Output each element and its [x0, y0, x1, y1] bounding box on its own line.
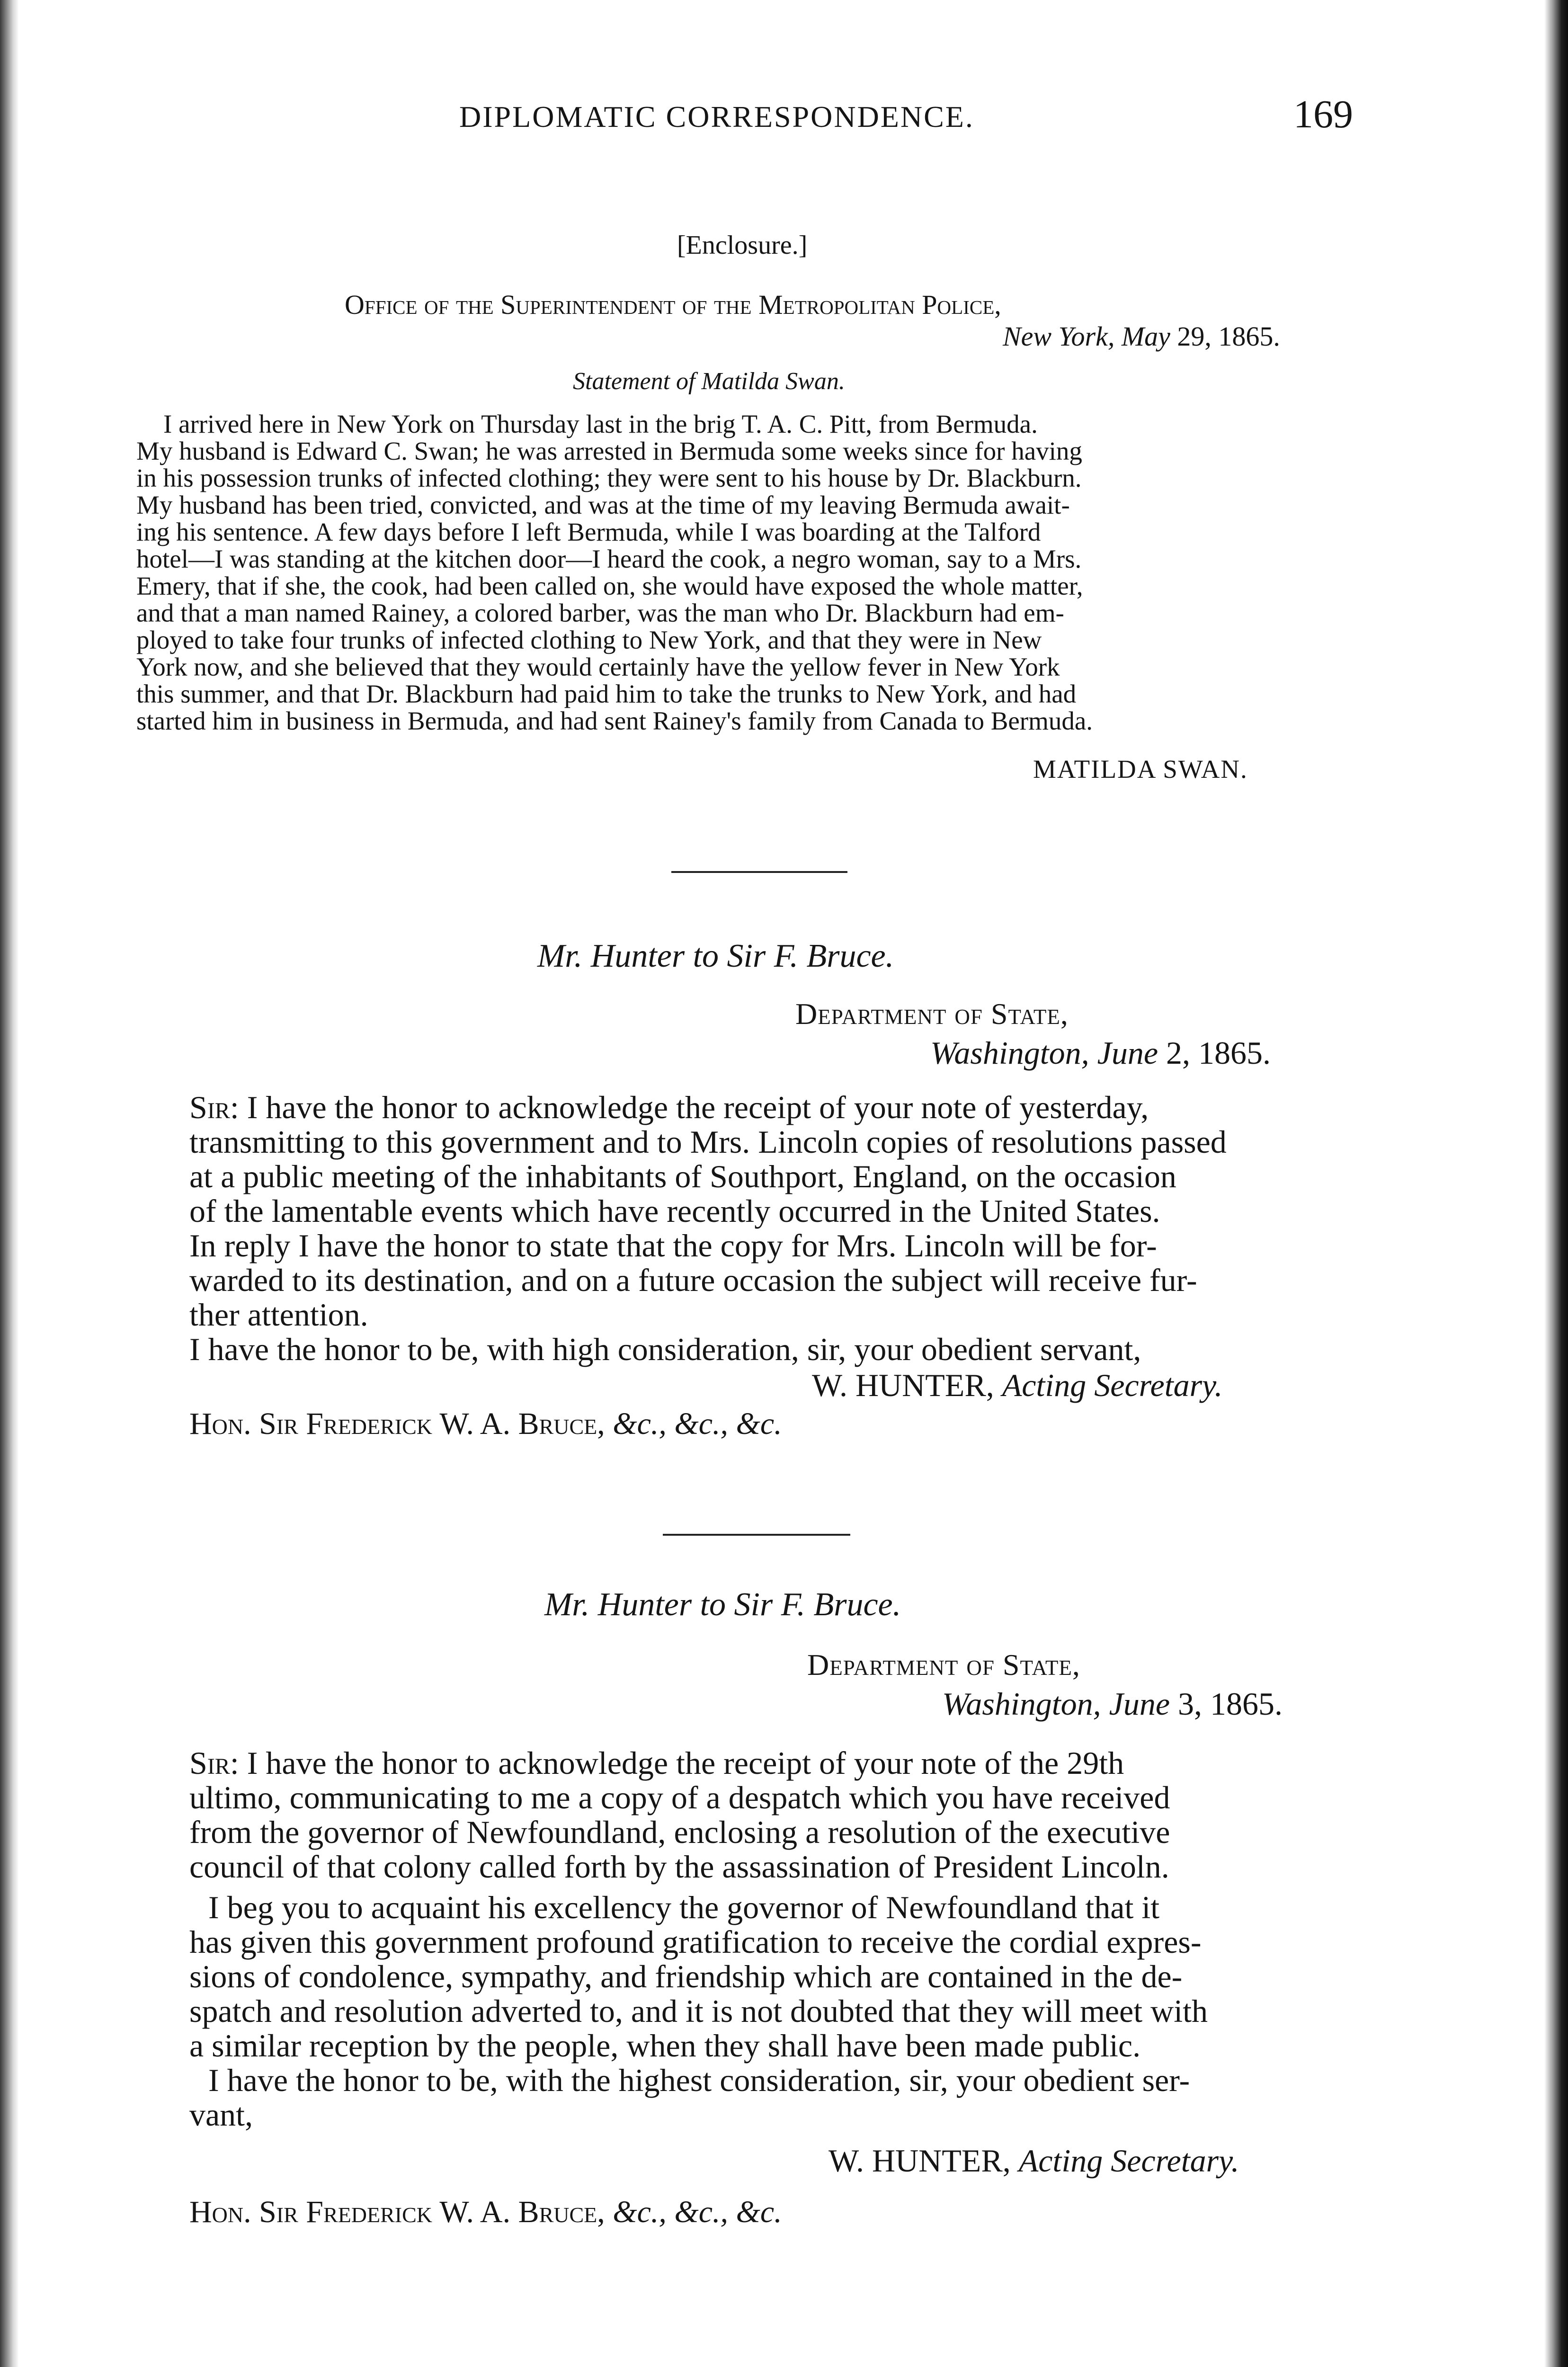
statement-line: this summer, and that Dr. Blackburn had paid him to take the trunks to New York, and had	[136, 679, 1077, 708]
body-line: I have the honor to acknowledge the receipt of your note of the 29th	[247, 1745, 1124, 1781]
letter-1-dateline	[930, 1037, 1271, 1069]
body-line: spatch and resolution adverted to, and it is not doubted that they will meet with	[189, 1993, 1208, 2029]
signer-title: Acting Secretary.	[1018, 2143, 1239, 2179]
signer-title: Acting Secretary.	[1002, 1367, 1223, 1403]
enclosure-label: [Enclosure.]	[677, 231, 808, 260]
body-line: sions of condolence, sympathy, and friendship which are contained in the de-	[189, 1958, 1183, 1994]
statement-signature: MATILDA SWAN.	[1033, 755, 1248, 783]
statement-line: York now, and she believed that they would certainly have the yellow fever in New York	[136, 652, 1060, 681]
letter-2-title: Mr. Hunter to Sir F. Bruce.	[544, 1586, 901, 1623]
body-line: a similar reception by the people, when they shall have been made public.	[189, 2028, 1141, 2064]
address-etc: &c., &c., &c.	[613, 2195, 782, 2229]
statement-line: and that a man named Rainey, a colored barber, was the man who Dr. Blackburn had em-	[136, 598, 1064, 627]
letter-2-first-line	[189, 1747, 1124, 1779]
letter-1-department: Department of State,	[795, 997, 1069, 1031]
address-etc: &c., &c., &c.	[613, 1406, 782, 1441]
dateline-place: New York, May	[1003, 321, 1170, 352]
body-line: council of that colony called forth by the assassination of President Lincoln.	[189, 1849, 1169, 1885]
body-line: from the governor of Newfoundland, enclosing a resolution of the executive	[189, 1814, 1170, 1850]
body-line: vant,	[189, 2097, 253, 2133]
letter-2-department: Department of State,	[807, 1648, 1080, 1682]
body-line: of the lamentable events which have recently occurred in the United States.	[189, 1193, 1160, 1229]
office-heading: Office of the Superintendent of the Metropolitan Police,	[345, 289, 1001, 320]
body-line: I beg you to acquaint his excellency the governor of Newfoundland that it	[208, 1889, 1160, 1925]
letter-1-address	[189, 1408, 782, 1440]
addressee: Hon. Sir Frederick W. A. Bruce,	[189, 1406, 605, 1441]
section-rule	[671, 871, 847, 873]
statement-line: My husband is Edward C. Swan; he was arrested in Bermuda some weeks since for having	[136, 436, 1082, 465]
addressee: Hon. Sir Frederick W. A. Bruce,	[189, 2195, 605, 2229]
body-line: ther attention.	[189, 1297, 368, 1333]
dateline-date: 3, 1865.	[1178, 1686, 1283, 1722]
dateline-place: Washington, June	[942, 1686, 1170, 1722]
closing-line: I have the honor to be, with high consideration, sir, your obedient servant,	[189, 1331, 1141, 1367]
statement-line: I arrived here in New York on Thursday last in the brig T. A. C. Pitt, from Bermuda.	[163, 409, 1038, 438]
dateline-place: Washington, June	[930, 1035, 1158, 1071]
statement-heading: Statement of Matilda Swan.	[573, 368, 845, 395]
signer-name: W. HUNTER,	[812, 1367, 994, 1403]
body-line: has given this government profound gratification to receive the cordial expres-	[189, 1924, 1202, 1960]
body-line: In reply I have the honor to state that the copy for Mrs. Lincoln will be for-	[189, 1228, 1157, 1264]
dateline-date: 29, 1865.	[1177, 321, 1280, 352]
statement-line: hotel—I was standing at the kitchen door—I heard the cook, a negro woman, say to a Mrs.	[136, 544, 1082, 573]
body-line: ultimo, communicating to me a copy of a despatch which you have received	[189, 1780, 1170, 1815]
dateline-date: 2, 1865.	[1166, 1035, 1271, 1071]
statement-line: Emery, that if she, the cook, had been called on, she would have exposed the whole matter,	[136, 571, 1083, 600]
salutation: Sir:	[189, 1089, 239, 1125]
running-header: DIPLOMATIC CORRESPONDENCE.	[459, 100, 974, 133]
salutation: Sir:	[189, 1745, 239, 1781]
letter-2-dateline	[942, 1688, 1283, 1720]
body-line: I have the honor to be, with the highest consideration, sir, your obedient ser-	[208, 2062, 1190, 2098]
statement-line: in his possession trunks of infected clothing; they were sent to his house by Dr. Blackburn.	[136, 463, 1082, 492]
right-page-edge	[1544, 0, 1568, 2367]
body-line: transmitting to this government and to Mrs. Lincoln copies of resolutions passed	[189, 1124, 1227, 1160]
body-line: at a public meeting of the inhabitants of Southport, England, on the occasion	[189, 1158, 1176, 1194]
letter-1-signature	[812, 1369, 1222, 1401]
statement-line: ing his sentence. A few days before I left Bermuda, while I was boarding at the Talford	[136, 517, 1041, 546]
page-number: 169	[1293, 92, 1353, 136]
section-rule	[663, 1534, 850, 1536]
left-page-edge	[0, 0, 19, 2367]
letter-2-signature	[829, 2145, 1239, 2177]
letter-2-address	[189, 2197, 782, 2228]
letter-1-title: Mr. Hunter to Sir F. Bruce.	[537, 938, 894, 974]
letter-1-first-line	[189, 1091, 1149, 1123]
enclosure-dateline	[1003, 323, 1280, 350]
signer-name: W. HUNTER,	[829, 2143, 1011, 2179]
body-line: warded to its destination, and on a future occasion the subject will receive fur-	[189, 1262, 1197, 1298]
body-line: I have the honor to acknowledge the receipt of your note of yesterday,	[247, 1089, 1149, 1125]
statement-line: started him in business in Bermuda, and had sent Rainey's family from Canada to Bermuda.	[136, 706, 1093, 735]
statement-line: My husband has been tried, convicted, and was at the time of my leaving Bermuda await-	[136, 490, 1070, 519]
statement-line: ployed to take four trunks of infected clothing to New York, and that they were in New	[136, 625, 1042, 654]
